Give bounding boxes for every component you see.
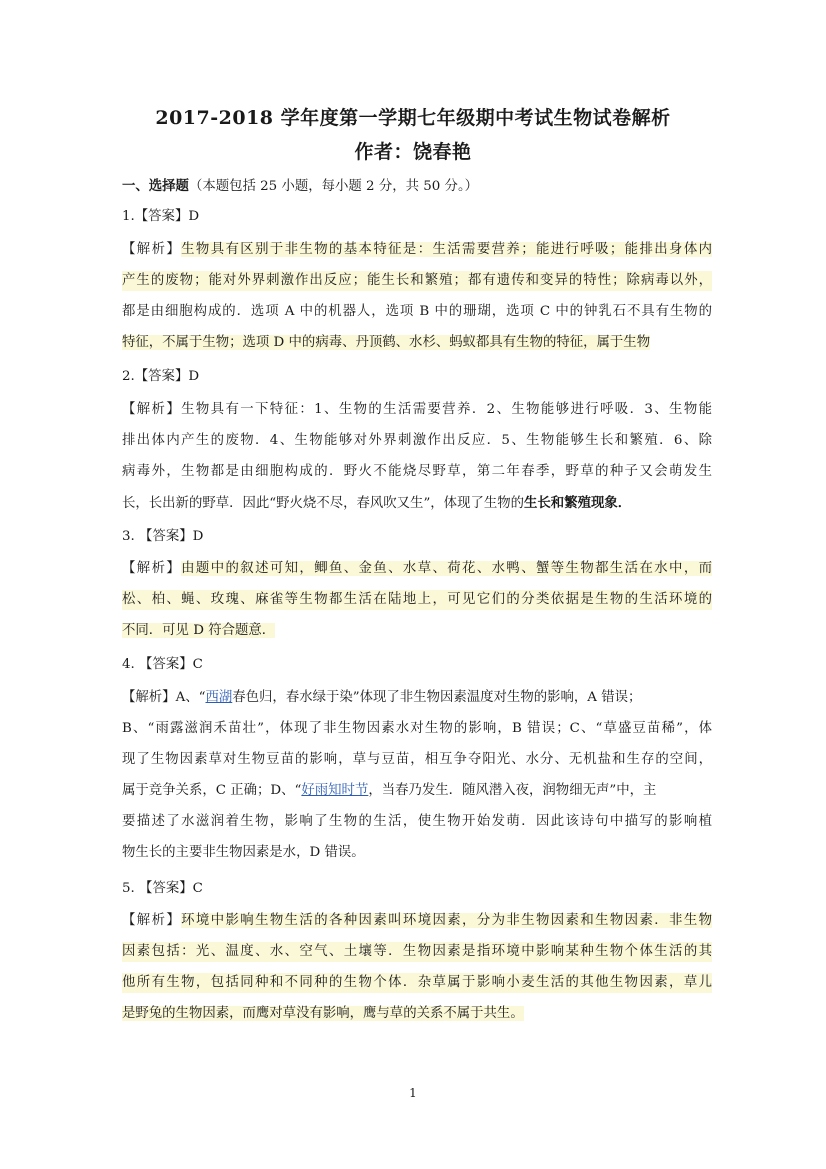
q4-text-span: 属于竞争关系，C 正确；D、“ [122,783,302,798]
document-title: 2017-2018 学年度第一学期七年级期中考试生物试卷解析 [155,107,671,129]
q2-text: 排出体内产生的废物．4、生物能够对外界刺激作出反应．5、生物能够生长和繁殖．6、除 [122,433,712,448]
q3-text: 松、柏、蝇、玫瑰、麻雀等生物都生活在陆地上，可见它们的分类依据是生物的生活环境的 [122,590,712,610]
q5-text-span: 而鹰对草没有影响，鹰与草的关系不属于共生 [242,1006,511,1021]
q4-text: 物生长的主要非生物因素是水，D 错误。 [122,845,365,860]
q4-text: B、“雨露滋润禾苗壮”，体现了非生物因素水对生物的影响，B 错误；C、“草盛豆苗稀”，体 [122,721,712,736]
q2-text: 病毒外，生物都是由细胞构成的．野火不能烧尽野草，第二年春季，野草的种子又会萌发生 [122,464,712,479]
section-heading-note: （本题包括 25 小题，每小题 2 分，共 50 分。） [188,179,479,194]
q5-text-end: 。 [510,1006,524,1021]
document-author: 作者：饶春艳 [354,141,472,163]
q2-answer: 2.【答案】D [122,369,200,384]
q5-text: 因素包括：光、温度、水、空气、土壤等．生物因素是指环境中影响某种生物个体生活的其 [122,942,712,962]
q5-text: 他所有生物，包括同种和不同种的生物个体．杂草属于影响小麦生活的其他生物因素，草儿 [122,973,712,993]
page-number: 1 [409,1086,417,1100]
q1-answer: 1.【答案】D [122,209,200,224]
q2-explanation-tag: 【解析】 [122,402,182,417]
q1-text: 都是由细胞构成的．选项 A 中的机器人，选项 B 中的珊瑚，选项 C 中的钟乳石不具有生物的 [122,304,712,319]
q5-answer: 5. 【答案】C [122,881,203,896]
q3-explanation-tag: 【解析】 [122,561,182,576]
q4-explanation-tag: 【解析】 [122,690,176,705]
q1-text: 产生的废物；能对外界刺激作出反应；能生长和繁殖；都有遗传和变异的特性；除病毒以外， [122,271,712,291]
q1-text [122,333,712,353]
q5-explanation-line [122,911,712,931]
q2-text-end: ． [617,495,632,511]
q4-text-span: ，当春乃发生．随风潜入夜，润物细无声”中，主 [368,783,657,798]
q5-explanation-tag: 【解析】 [122,913,182,928]
q5-text-span: 是野兔的生物因素， [122,1006,243,1021]
q1-text: 生物具有区别于非生物的基本特征是：生活需要营养；能进行呼吸；能排出身体内 [181,242,712,257]
q4-explanation-line [122,688,712,708]
q3-explanation-line [122,559,712,579]
q4-text [122,781,712,801]
q2-text-span: 长，长出新的野草．因此“野火烧不尽，春风吹又生”，体现了生物的 [122,496,525,511]
q3-text: 由题中的叙述可知，鲫鱼、金鱼、水草、荷花、水鸭、蟹等生物都生活在水中，而 [181,561,712,576]
q3-answer: 3. 【答案】D [122,529,204,544]
q2-explanation-line [122,400,712,420]
q3-text-span: 不同．可见 D 符合题意． [122,623,276,638]
q2-text: 生物具有一下特征：1、生物的生活需要营养．2、生物能够进行呼吸．3、生物能 [181,402,712,417]
q1-text-span: 特征，不属于生物；选项 D 中的病毒、丹顶鹤、水杉、蚂蚁都具有生物的特征，属于生物 [122,335,651,350]
q1-explanation-tag: 【解析】 [122,242,182,257]
q1-explanation-line [122,240,712,260]
q2-text [122,493,712,513]
q4-text: 春色归，春水绿于染”体现了非生物因素温度对生物的影响，A 错误； [232,690,642,705]
q4-answer: 4. 【答案】C [122,657,203,672]
q4-text: A、“ [175,690,206,705]
q3-text [122,621,712,641]
q5-text: 环境中影响生物生活的各种因素叫环境因素，分为非生物因素和生物因素．非生物 [181,913,712,928]
q4-link-xihu[interactable]: 西湖 [205,690,233,705]
q4-text: 现了生物因素草对生物豆苗的影响，草与豆苗，相互争夺阳光、水分、无机盐和生存的空间， [122,752,712,767]
section-heading-label: 一、选择题 [122,178,189,194]
q2-key-phrase: 生长和繁殖现象 [524,495,618,511]
q4-link-haoyu[interactable]: 好雨知时节 [301,783,369,798]
q5-text [122,1004,712,1024]
section-heading [122,176,712,196]
q4-text: 要描述了水滋润着生物，影响了生物的生活，使生物开始发萌．因此该诗句中描写的影响植 [122,814,712,829]
